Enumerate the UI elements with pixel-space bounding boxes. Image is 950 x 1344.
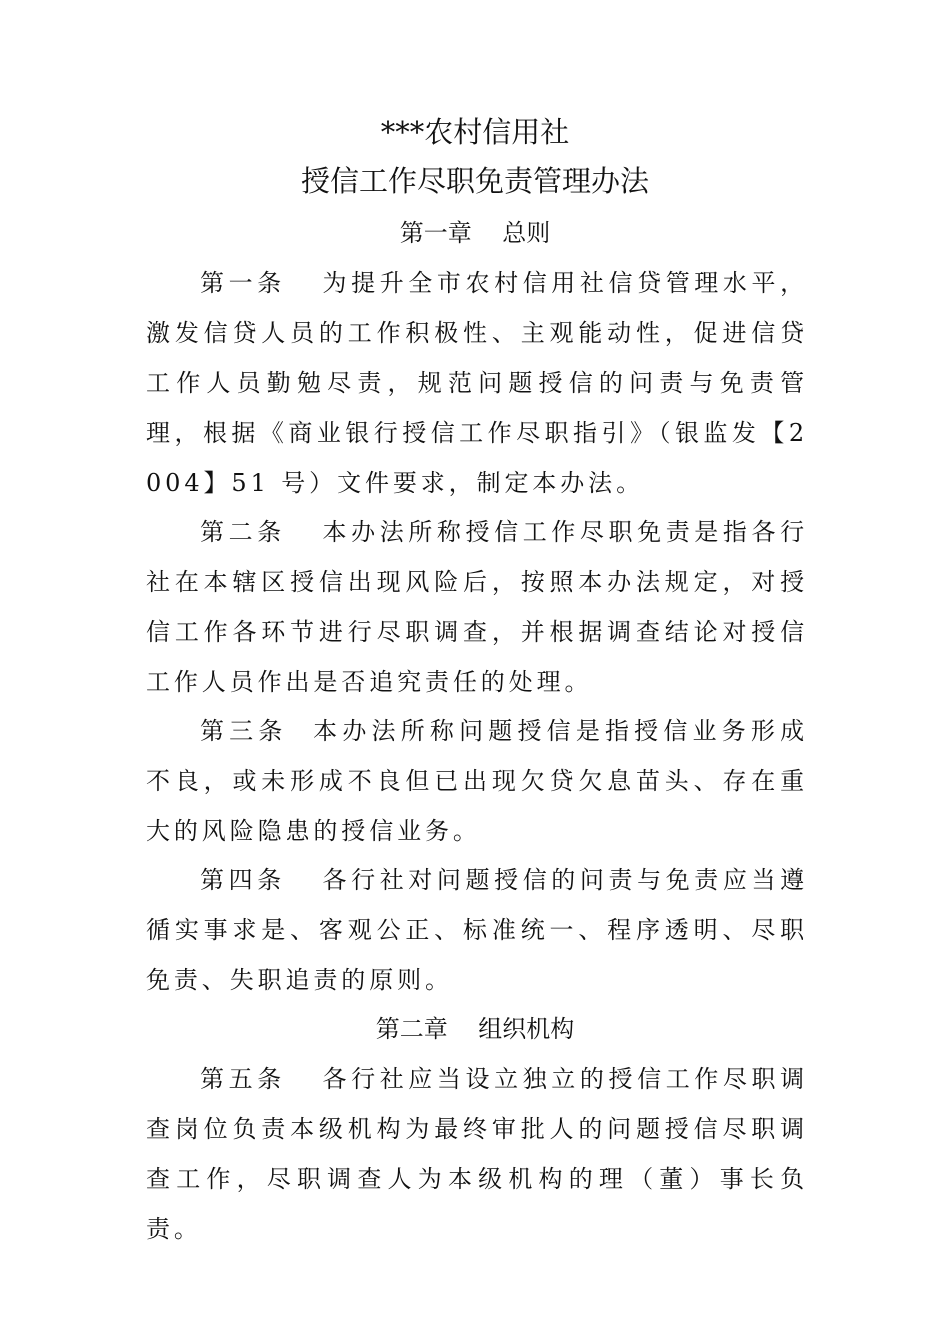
organization-title: ***农村信用社 [380,115,570,149]
chapter-heading: 第一章 总则 [399,219,551,247]
chapter-heading: 第二章 组织机构 [375,1015,575,1043]
article-paragraph: 第二条 本办法所称授信工作尽职免责是指各行社在本辖区授信出现风险后，按照本办法规定，对授信工作各环节进行尽职调查，并根据调查结论对授信工作人员作出是否追究责任的处理。 [146,518,808,696]
document-title: 授信工作尽职免责管理办法 [300,164,649,198]
article-paragraph: 第五条 各行社应当设立独立的授信工作尽职调查岗位负责本级机构为最终审批人的问题授信尽职调查工作，尽职调查人为本级机构的理（董）事长负责。 [146,1065,808,1243]
article-paragraph: 第三条 本办法所称问题授信是指授信业务形成不良，或未形成不良但已出现欠贷欠息苗头、存在重大的风险隐患的授信业务。 [146,717,808,845]
article-paragraph: 第一条 为提升全市农村信用社信贷管理水平，激发信贷人员的工作积极性、主观能动性，促进信贷工作人员勤勉尽责，规范问题授信的问责与免责管理，根据《商业银行授信工作尽职指引》（银监发【2004】51 号）文件要求，制定本办法。 [146,269,808,497]
article-paragraph: 第四条 各行社对问题授信的问责与免责应当遵循实事求是、客观公正、标准统一、程序透明、尽职免责、失职追责的原则。 [146,866,808,994]
